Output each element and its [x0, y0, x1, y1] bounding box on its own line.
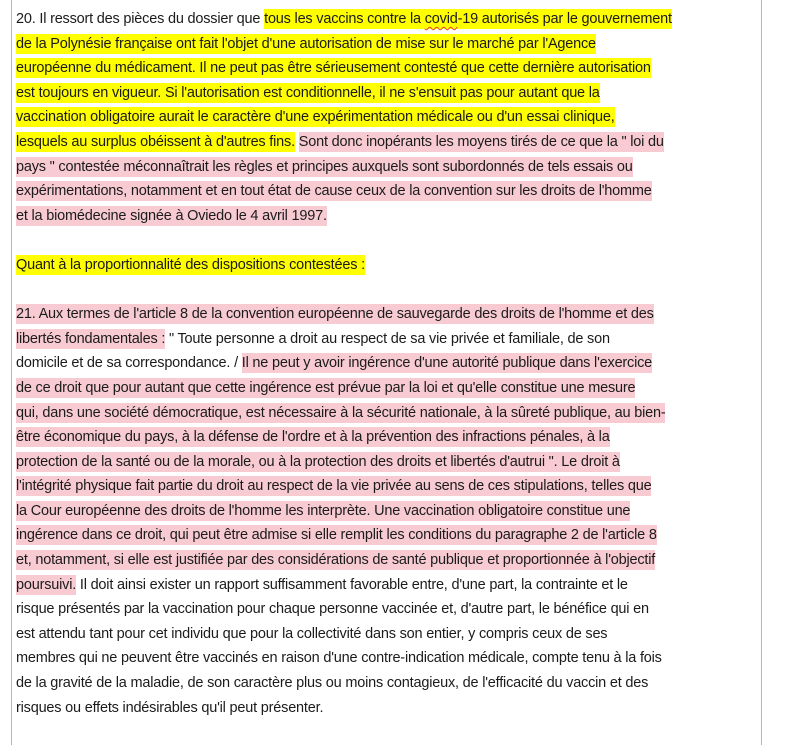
text-segment: risques ou effets indésirables qu'il peut présenter.: [16, 699, 324, 716]
highlighted-text: et, notamment, si elle est justifiée par des considérations de santé publique et proportionnée à l'objectif: [16, 552, 656, 569]
section-heading: [16, 253, 762, 278]
text-line: [16, 499, 762, 524]
text-line: [16, 7, 762, 32]
text-line: [16, 81, 762, 106]
text-line: [16, 302, 762, 327]
text-line: [16, 278, 762, 303]
text-segment: est attendu tant pour cet individu que pour la collectivité dans son entier, y compris ceux de ses: [16, 625, 608, 642]
highlighted-text: et la biomédecine signée à Oviedo le 4 avril 1997.: [16, 207, 327, 224]
text-line: [16, 228, 762, 253]
highlighted-text: lesquels au surplus obéissent à d'autres fins.: [16, 133, 295, 150]
text-line: [16, 474, 762, 499]
highlighted-text: la Cour européenne des droits de l'homme les interprète. Une vaccination obligatoire constitue une: [16, 502, 631, 519]
highlighted-text: protection de la santé ou de la morale, ou à la protection des droits et libertés d'autrui ". Le droit à: [16, 453, 620, 470]
document-canvas[interactable]: [16, 7, 762, 720]
text-line: [16, 671, 762, 696]
text-line: [16, 573, 762, 598]
text-segment: " Toute personne a droit au respect de sa vie privée et familiale, de son: [165, 330, 610, 347]
highlighted-text: vaccination obligatoire aurait le caractère d'une expérimentation médicale ou d'un essai clinique,: [16, 109, 615, 126]
highlighted-text: de la Polynésie française ont fait l'objet d'une autorisation de mise sur le marché par l'Agence: [16, 35, 596, 52]
text-segment: risque présentés par la vaccination pour chaque personne vaccinée et, d'autre part, le bénéfice qui en: [16, 601, 649, 618]
text-line: [16, 327, 762, 352]
highlighted-text: être économique du pays, à la défense de l'ordre et à la prévention des infractions pénales, à la: [16, 429, 610, 446]
text-line: [16, 597, 762, 622]
highlighted-text: ingérence dans ce droit, qui peut être admise si elle remplit les conditions du paragraphe 2 de l'article 8: [16, 527, 657, 544]
text-line: [16, 646, 762, 671]
text-line: [16, 351, 762, 376]
highlighted-text: covid: [424, 11, 458, 27]
highlighted-text: européenne du médicament. Il ne peut pas être sérieusement contesté que cette dernière autorisation: [16, 60, 651, 77]
blank-line: [16, 228, 762, 253]
highlighted-text: pays " contestée méconnaîtrait les règles et principes auxquels sont subordonnés de tels essais ou: [16, 158, 633, 175]
highlighted-text: qui, dans une société démocratique, est nécessaire à la sécurité nationale, à la sûreté publique, au bien-: [16, 404, 666, 421]
text-line: [16, 179, 762, 204]
highlighted-text: de ce droit que pour autant que cette ingérence est prévue par la loi et qu'elle constitue une mesure: [16, 379, 636, 396]
highlighted-text: -19 autorisés par le gouvernement: [457, 11, 672, 27]
text-line: [16, 204, 762, 229]
text-line: [16, 401, 762, 426]
text-line: [16, 523, 762, 548]
text-segment: 20. Il ressort des pièces du dossier que: [16, 11, 265, 27]
text-line: [16, 450, 762, 475]
text-segment: domicile et de sa correspondance. /: [16, 355, 242, 372]
text-line: [16, 548, 762, 573]
highlighted-text: expérimentations, notamment et en tout état de cause ceux de la convention sur les droits de l'homme: [16, 183, 652, 200]
text-line: [16, 253, 762, 278]
text-line: [16, 105, 762, 130]
text-line: [16, 425, 762, 450]
text-segment: membres qui ne peuvent être vaccinés en raison d'une contre-indication médicale, compte tenu à la fois: [16, 650, 662, 667]
paragraph: [16, 302, 762, 720]
paragraph: [16, 7, 762, 228]
text-line: [16, 56, 762, 81]
text-line: [16, 155, 762, 180]
blank-line: [16, 278, 762, 303]
text-line: [16, 32, 762, 57]
text-line: [16, 696, 762, 721]
highlighted-text: Sont donc inopérants les moyens tirés de ce que la " loi du: [298, 133, 664, 150]
highlighted-text: poursuivi.: [16, 576, 77, 593]
highlighted-text: Quant à la proportionnalité des dispositions contestées :: [16, 256, 365, 273]
text-segment: Il doit ainsi exister un rapport suffisamment favorable entre, d'une part, la contrainte et le: [76, 576, 628, 593]
highlighted-text: l'intégrité physique fait partie du droit au respect de la vie privée au sens de ces stipulations, telles que: [16, 478, 652, 495]
text-line: [16, 622, 762, 647]
highlighted-text: 21. Aux termes de l'article 8 de la convention européenne de sauvegarde des droits de l'homme et des: [16, 306, 654, 323]
text-segment: de la gravité de la maladie, de son caractère plus ou moins contagieux, de l'efficacité du vaccin et des: [16, 675, 649, 692]
highlighted-text: libertés fondamentales :: [16, 330, 166, 347]
text-line: [16, 130, 762, 155]
highlighted-text: Il ne peut y avoir ingérence d'une autorité publique dans l'exercice: [241, 355, 653, 372]
highlighted-text: tous les vaccins contre la: [264, 11, 425, 27]
left-text-boundary-rule: [11, 0, 12, 745]
text-line: [16, 376, 762, 401]
highlighted-text: est toujours en vigueur. Si l'autorisation est conditionnelle, il ne s'ensuit pas pour autant que la: [16, 84, 600, 101]
